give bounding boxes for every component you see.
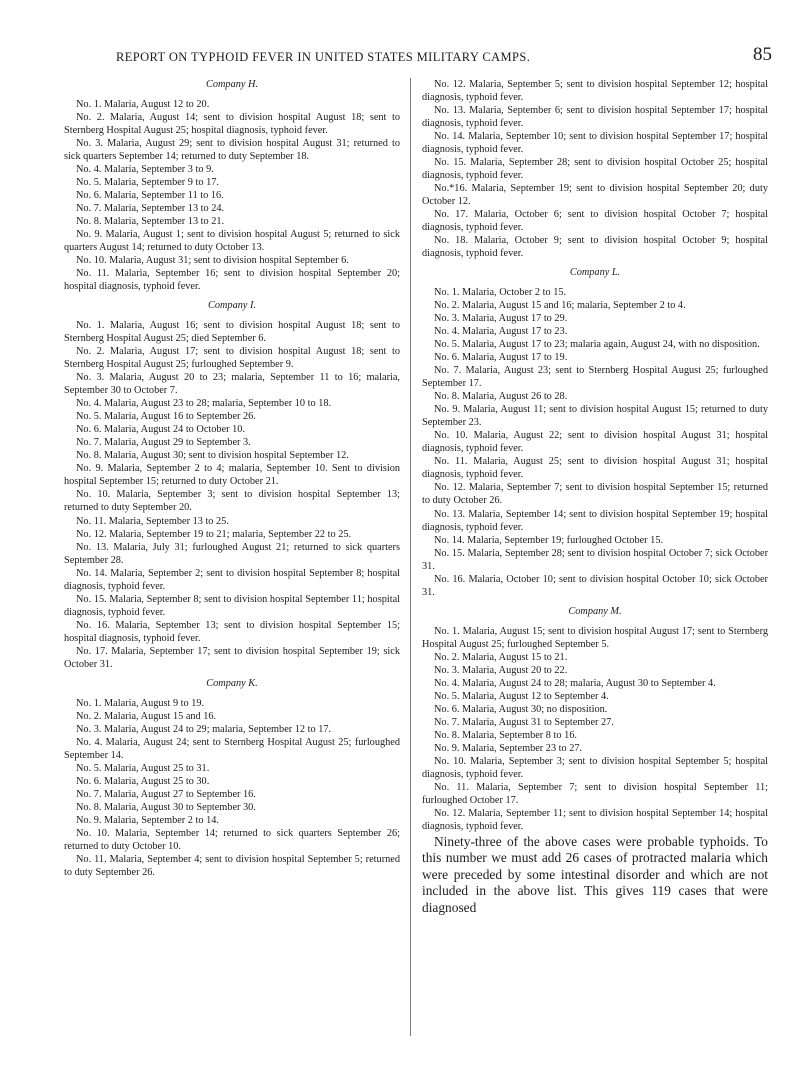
case-entry: No. 9. Malaria, August 1; sent to division hospital August 5; returned to sick quarters August 14; returned to duty October 13. [64, 229, 400, 254]
case-entry: No. 12. Malaria, September 7; sent to division hospital September 15; returned to duty October 26. [422, 482, 768, 507]
case-entry: No. 4. Malaria, August 17 to 23. [434, 326, 568, 338]
case-entry: No. 10. Malaria, August 22; sent to division hospital August 31; hospital diagnosis, typhoid fever. [422, 430, 768, 455]
case-entry: No. 1. Malaria, August 12 to 20. [76, 99, 210, 111]
case-entry: No. 5. Malaria, September 9 to 17. [76, 177, 219, 189]
case-entry: No. 10. Malaria, September 14; returned to sick quarters September 26; returned to duty October 10. [64, 827, 400, 852]
case-entry: No. 10. Malaria, August 31; sent to division hospital September 6. [76, 255, 349, 267]
case-entry: No. 7. Malaria, August 27 to September 16. [76, 788, 256, 800]
case-entry: No. 5. Malaria, August 12 to September 4. [434, 690, 609, 702]
case-entry: No. 4. Malaria, August 23 to 28; malaria, September 10 to 18. [76, 398, 332, 410]
case-entry: No. 6. Malaria, August 24 to October 10. [76, 424, 246, 436]
case-entry: No. 8. Malaria, September 8 to 16. [434, 729, 577, 741]
case-entry: No. 1. Malaria, August 15; sent to division hospital August 17; sent to Sternberg Hospital August 25; furloughed September 5. [422, 625, 768, 650]
case-entry: No. 16. Malaria, September 13; sent to division hospital September 15; hospital diagnosis, typhoid fever. [64, 619, 400, 644]
running-header [64, 44, 784, 66]
case-entry: No. 15. Malaria, September 28; sent to division hospital October 7; sick October 31. [422, 547, 768, 572]
case-entry: No. 7. Malaria, August 31 to September 27. [434, 716, 614, 728]
case-entry: No. 10. Malaria, September 3; sent to division hospital September 5; hospital diagnosis, typhoid fever. [422, 755, 768, 780]
case-entry: No. 14. Malaria, September 2; sent to division hospital September 8; hospital diagnosis, typhoid fever. [64, 567, 400, 592]
case-entry: No. 1. Malaria, October 2 to 15. [434, 287, 567, 299]
case-entry: No. 6. Malaria, September 11 to 16. [76, 190, 224, 202]
company-heading: Company K. [206, 677, 258, 689]
case-entry: No. 13. Malaria, September 14; sent to division hospital September 19; hospital diagnosis, typhoid fever. [422, 508, 768, 533]
case-entry: No. 7. Malaria, September 13 to 24. [76, 203, 225, 215]
company-heading: Company L. [569, 267, 621, 279]
case-entry: No. 8. Malaria, August 30; sent to division hospital September 12. [76, 450, 349, 462]
case-entry: No. 2. Malaria, August 17; sent to division hospital August 18; sent to Sternberg Hospital August 25; furloughed September 9. [64, 346, 400, 371]
case-entry: No. 6. Malaria, August 30; no disposition. [434, 703, 608, 715]
case-entry: No. 8. Malaria, September 13 to 21. [76, 216, 225, 228]
case-entry: No. 12. Malaria, September 5; sent to division hospital September 12; hospital diagnosis, typhoid fever. [422, 79, 768, 104]
case-entry: No. 13. Malaria, July 31; furloughed August 21; returned to sick quarters September 28. [64, 541, 400, 566]
left-column [64, 78, 400, 879]
case-entry: No. 1. Malaria, August 16; sent to division hospital August 18; sent to Sternberg Hospital August 25; died September 6. [64, 320, 400, 345]
case-entry: No. 7. Malaria, August 29 to September 3. [76, 437, 251, 449]
case-entry: No. 16. Malaria, October 10; sent to division hospital October 10; sick October 31. [422, 573, 768, 598]
case-entry: No. 13. Malaria, September 6; sent to division hospital September 17; hospital diagnosis, typhoid fever. [422, 105, 768, 130]
case-entry: No. 3. Malaria, August 29; sent to division hospital August 31; returned to sick quarters September 14; returned to duty September 18. [64, 138, 400, 163]
case-entry: No. 12. Malaria, September 11; sent to division hospital September 14; hospital diagnosis, typhoid fever. [422, 807, 768, 832]
case-entry: No. 9. Malaria, September 23 to 27. [434, 742, 583, 754]
case-entry: No. 6. Malaria, August 17 to 19. [434, 352, 568, 364]
case-entry: No. 10. Malaria, September 3; sent to division hospital September 13; returned to duty September 20. [64, 489, 400, 514]
case-entry: No. 17. Malaria, October 6; sent to division hospital October 7; hospital diagnosis, typhoid fever. [422, 209, 768, 234]
case-entry: No. 12. Malaria, September 19 to 21; malaria, September 22 to 25. [76, 528, 352, 540]
right-column [422, 78, 768, 916]
case-entry: No. 14. Malaria, September 19; furloughed October 15. [434, 534, 664, 546]
case-entry: No. 11. Malaria, August 25; sent to division hospital August 31; hospital diagnosis, typhoid fever. [422, 456, 768, 481]
case-entry: No. 4. Malaria, August 24; sent to Sternberg Hospital August 25; furloughed September 14. [64, 736, 400, 761]
case-entry: No. 18. Malaria, October 9; sent to division hospital October 9; hospital diagnosis, typhoid fever. [422, 235, 768, 260]
case-entry: No. 9. Malaria, September 2 to 14. [76, 814, 219, 826]
case-entry: No. 11. Malaria, September 16; sent to division hospital September 20; hospital diagnosis, typhoid fever. [64, 268, 400, 293]
case-entry: No. 14. Malaria, September 10; sent to division hospital September 17; hospital diagnosis, typhoid fever. [422, 131, 768, 156]
case-entry: No. 15. Malaria, September 28; sent to division hospital October 25; hospital diagnosis, typhoid fever. [422, 157, 768, 182]
summary-paragraph: Ninety-three of the above cases were probable typhoids. To this number we must add 26 cases of protracted malaria which were preceded by some intestinal disorder and which are not included in the above list. This gives 119 cases that were diagnosed [422, 833, 768, 915]
column-divider [410, 78, 411, 1036]
case-entry: No. 15. Malaria, September 8; sent to division hospital September 11; hospital diagnosis, typhoid fever. [64, 593, 400, 618]
case-entry: No. 5. Malaria, August 25 to 31. [76, 762, 210, 774]
case-entry: No. 11. Malaria, September 13 to 25. [76, 515, 229, 527]
case-entry: No. 3. Malaria, August 17 to 29. [434, 313, 568, 325]
case-entry: No. 11. Malaria, September 4; sent to division hospital September 5; returned to duty September 26. [64, 853, 400, 878]
company-heading: Company H. [205, 79, 259, 90]
case-entry: No. 3. Malaria, August 20 to 22. [434, 664, 568, 676]
company-heading: Company I. [207, 300, 257, 312]
case-entry: No.*16. Malaria, September 19; sent to division hospital September 20; duty October 12. [422, 183, 768, 208]
case-entry: No. 4. Malaria, September 3 to 9. [76, 164, 214, 176]
case-entry: No. 3. Malaria, August 24 to 29; malaria, September 12 to 17. [76, 723, 332, 735]
case-entry: No. 5. Malaria, August 17 to 23; malaria again, August 24, with no disposition. [434, 339, 760, 351]
case-entry: No. 2. Malaria, August 15 and 16; malaria, September 2 to 4. [434, 300, 686, 312]
case-entry: No. 5. Malaria, August 16 to September 26. [76, 411, 256, 423]
case-entry: No. 9. Malaria, September 2 to 4; malaria, September 10. Sent to division hospital September 15; returned to duty October 21. [64, 463, 400, 488]
case-entry: No. 3. Malaria, August 20 to 23; malaria, September 11 to 16; malaria, September 30 to October 7. [64, 372, 400, 397]
case-entry: No. 6. Malaria, August 25 to 30. [76, 775, 210, 787]
case-entry: No. 11. Malaria, September 7; sent to division hospital September 11; furloughed October 17. [422, 781, 768, 806]
case-entry: No. 1. Malaria, August 9 to 19. [76, 697, 205, 709]
company-heading: Company M. [568, 605, 622, 617]
case-entry: No. 9. Malaria, August 11; sent to division hospital August 15; returned to duty September 23. [422, 404, 768, 429]
case-entry: No. 4. Malaria, August 24 to 28; malaria, August 30 to September 4. [434, 677, 716, 689]
case-entry: No. 8. Malaria, August 26 to 28. [434, 391, 568, 403]
case-entry: No. 2. Malaria, August 15 and 16. [76, 710, 217, 722]
case-entry: No. 17. Malaria, September 17; sent to division hospital September 19; sick October 31. [64, 645, 400, 670]
case-entry: No. 8. Malaria, August 30 to September 30. [76, 801, 256, 813]
case-entry: No. 2. Malaria, August 15 to 21. [434, 651, 568, 663]
header-title: REPORT ON TYPHOID FEVER IN UNITED STATES MILITARY CAMPS. [116, 50, 531, 64]
page-number: 85 [753, 44, 772, 65]
case-entry: No. 7. Malaria, August 23; sent to Sternberg Hospital August 25; furloughed September 17. [422, 365, 768, 390]
case-entry: No. 2. Malaria, August 14; sent to division hospital August 18; sent to Sternberg Hospital August 25; hospital diagnosis, typhoid fever. [64, 112, 400, 137]
